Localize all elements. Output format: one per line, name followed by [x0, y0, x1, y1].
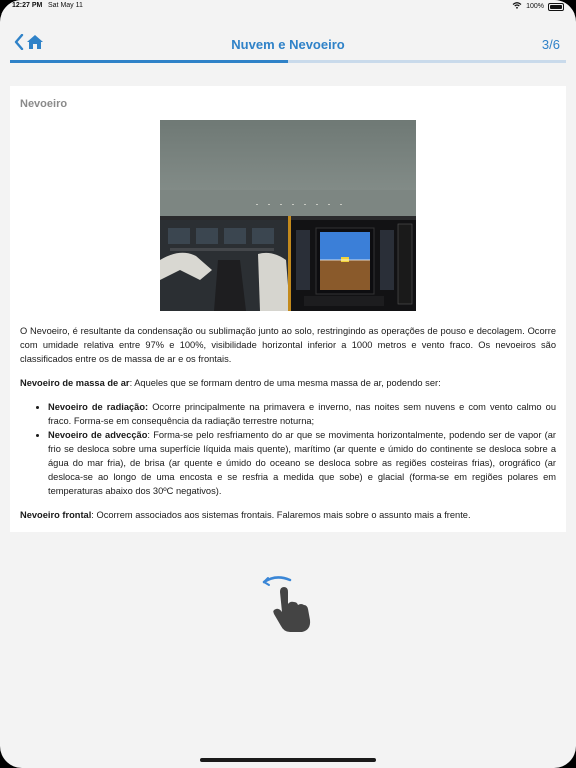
content-card — [10, 86, 566, 532]
fog-types-list — [20, 400, 556, 498]
page-indicator: 3/6 — [541, 37, 560, 52]
lesson-progress-fill — [10, 60, 288, 63]
massa-de-ar-paragraph — [20, 376, 556, 390]
cockpit-fog-photo — [160, 120, 416, 311]
list-item-radiacao — [48, 400, 556, 428]
status-bar — [0, 0, 576, 14]
frontal-paragraph — [20, 508, 556, 522]
wifi-icon — [512, 2, 522, 11]
page-title: Nuvem e Nevoeiro — [231, 37, 345, 52]
section-title: Nevoeiro — [20, 98, 68, 110]
radiacao-text: Ocorre principalmente na primavera e inverno, nas noites sem nuvens e com vento calmo ou fraco. Forma-se em consequência da radiação terrestre noturna; — [48, 402, 556, 426]
adveccao-label: Nevoeiro de advecção — [48, 430, 148, 440]
status-date: Sat May 11 — [48, 2, 83, 9]
massa-de-ar-text: : Aqueles que se formam dentro de uma mesma massa de ar, podendo ser: — [129, 378, 441, 388]
status-time: 12:27 PM — [12, 2, 43, 9]
frontal-text: : Ocorrem associados aos sistemas frontais. Falaremos mais sobre o assunto mais a frente. — [91, 510, 471, 520]
list-item-adveccao — [48, 428, 556, 498]
battery-icon — [548, 3, 564, 11]
cockpit-illustration — [160, 120, 416, 311]
massa-de-ar-label: Nevoeiro de massa de ar — [20, 378, 130, 388]
battery-percent: 100% — [526, 3, 544, 10]
frontal-label: Nevoeiro frontal — [20, 510, 92, 520]
home-indicator[interactable] — [200, 758, 376, 762]
swipe-area[interactable] — [10, 532, 566, 760]
status-right — [512, 2, 564, 11]
nav-bar — [10, 22, 566, 62]
adveccao-text: : Forma-se pelo resfriamento do ar que se movimenta horizontalmente, podendo ser de vapor (ar frio se desloca sobre uma superfície líquida mais quente), marítimo (ar quente e úmido do continente se desloca sobre a água do mar fria), de brisa (ar quente e úmido do oceano se desloca sobre as regiões costeiras frias), orográfico (ar desloca-se ao longo de uma encosta e se resfria a medida que sobe) e glacial (forma-se em regiões polares em temperaturas abaixo dos 30ºC negativos). — [48, 430, 556, 496]
radiacao-label: Nevoeiro de radiação: — [48, 402, 149, 412]
intro-paragraph: O Nevoeiro, é resultante da condensação ou sublimação junto ao solo, restringindo as operações de pouso e decolagem. Ocorre com umidade relativa entre 97% e 100%, visibilidade horizontal inferior a 1000 metros e vento fraco. Os nevoeiros são classificados entre os de massa de ar e os frontais. — [20, 326, 556, 364]
lesson-progress-bar — [10, 60, 566, 63]
swipe-hand-icon[interactable] — [258, 572, 318, 637]
